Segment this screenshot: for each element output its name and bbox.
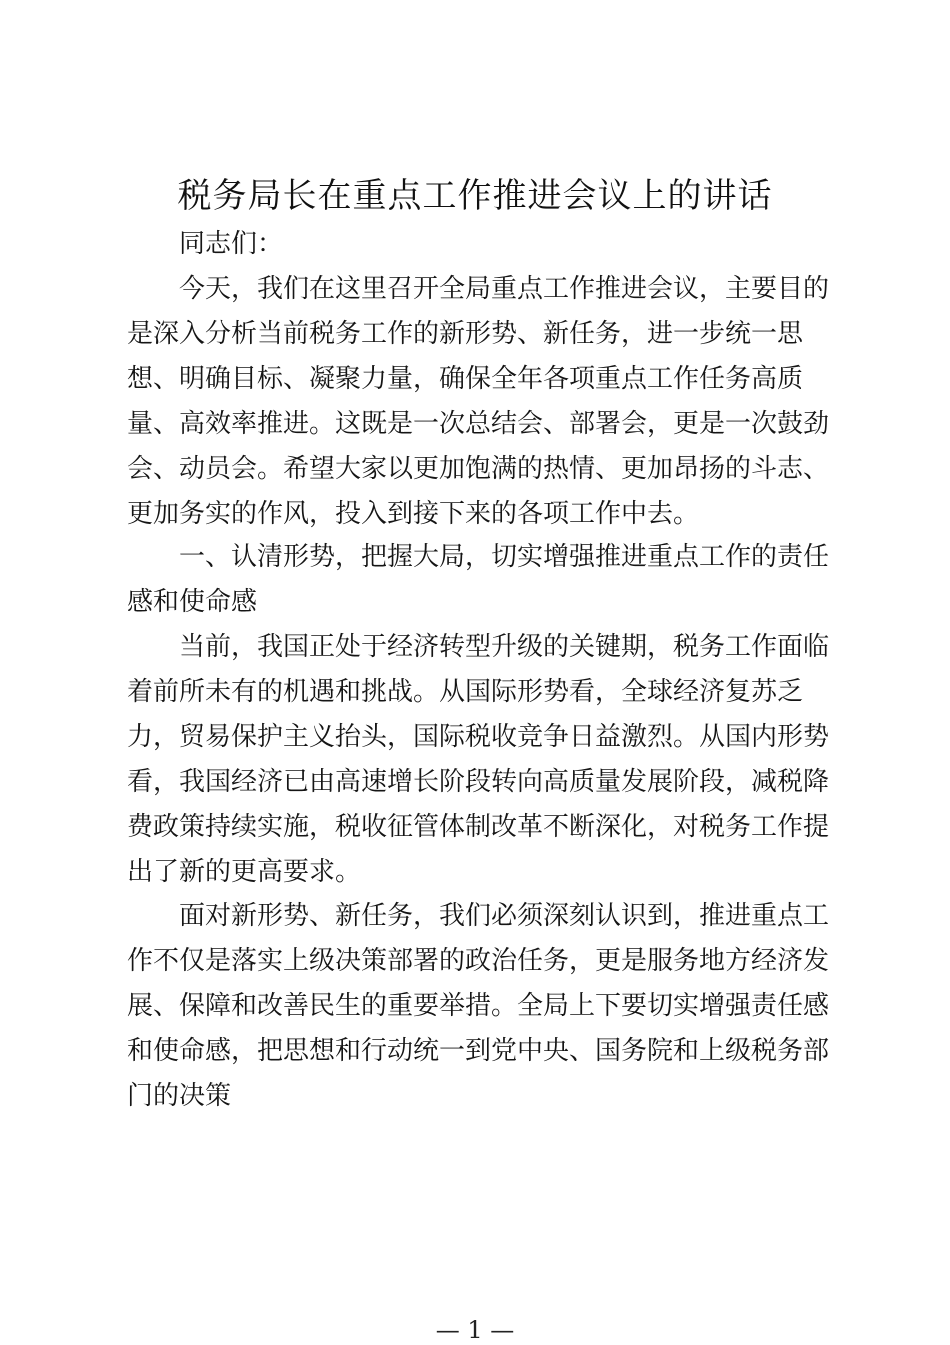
- salutation-text: 同志们：: [179, 229, 284, 259]
- salutation: [127, 222, 822, 267]
- paragraph-3-line: 和使命感，把思想和行动统一到党中央、国务院和上级税务部: [127, 1036, 830, 1066]
- paragraph-1-line: 会、动员会。希望大家以更加饱满的热情、更加昂扬的斗志、: [127, 454, 830, 484]
- paragraph-2-line: 力，贸易保护主义抬头，国际税收竞争日益激烈。从国内形势: [127, 722, 830, 752]
- page-number: — 1 —: [435, 1316, 515, 1344]
- paragraph-1: [127, 267, 830, 537]
- paragraph-3: [127, 894, 830, 1119]
- paragraph-1-line: 想、明确目标、凝聚力量，确保全年各项重点工作任务高质: [127, 364, 804, 394]
- paragraph-2: [127, 625, 830, 895]
- paragraph-3-line: 作不仅是落实上级决策部署的政治任务，更是服务地方经济发: [127, 946, 830, 976]
- paragraph-1-line: 是深入分析当前税务工作的新形势、新任务，进一步统一思: [127, 319, 804, 349]
- paragraph-3-line: 面对新形势、新任务，我们必须深刻认识到，推进重点工: [179, 901, 830, 931]
- paragraph-2-line: 出了新的更高要求。: [127, 857, 362, 887]
- paragraph-3-line: 门的决策: [127, 1081, 232, 1111]
- document-title: 税务局长在重点工作推进会议上的讲话: [177, 176, 773, 216]
- section-heading-1: [127, 535, 830, 625]
- paragraph-1-line: 更加务实的作风，投入到接下来的各项工作中去。: [127, 499, 700, 529]
- paragraph-1-line: 量、高效率推进。这既是一次总结会、部署会，更是一次鼓劲: [127, 409, 830, 439]
- paragraph-2-line: 看，我国经济已由高速增长阶段转向高质量发展阶段，减税降: [127, 767, 830, 797]
- section-heading-line: 感和使命感: [127, 587, 258, 617]
- paragraph-3-line: 展、保障和改善民生的重要举措。全局上下要切实增强责任感: [127, 991, 830, 1021]
- paragraph-1-line: 今天，我们在这里召开全局重点工作推进会议，主要目的: [179, 274, 830, 304]
- paragraph-2-line: 费政策持续实施，税收征管体制改革不断深化，对税务工作提: [127, 812, 830, 842]
- paragraph-2-line: 当前，我国正处于经济转型升级的关键期，税务工作面临: [179, 632, 830, 662]
- section-heading-line: 一、认清形势，把握大局，切实增强推进重点工作的责任: [179, 542, 830, 572]
- paragraph-2-line: 着前所未有的机遇和挑战。从国际形势看，全球经济复苏乏: [127, 677, 804, 707]
